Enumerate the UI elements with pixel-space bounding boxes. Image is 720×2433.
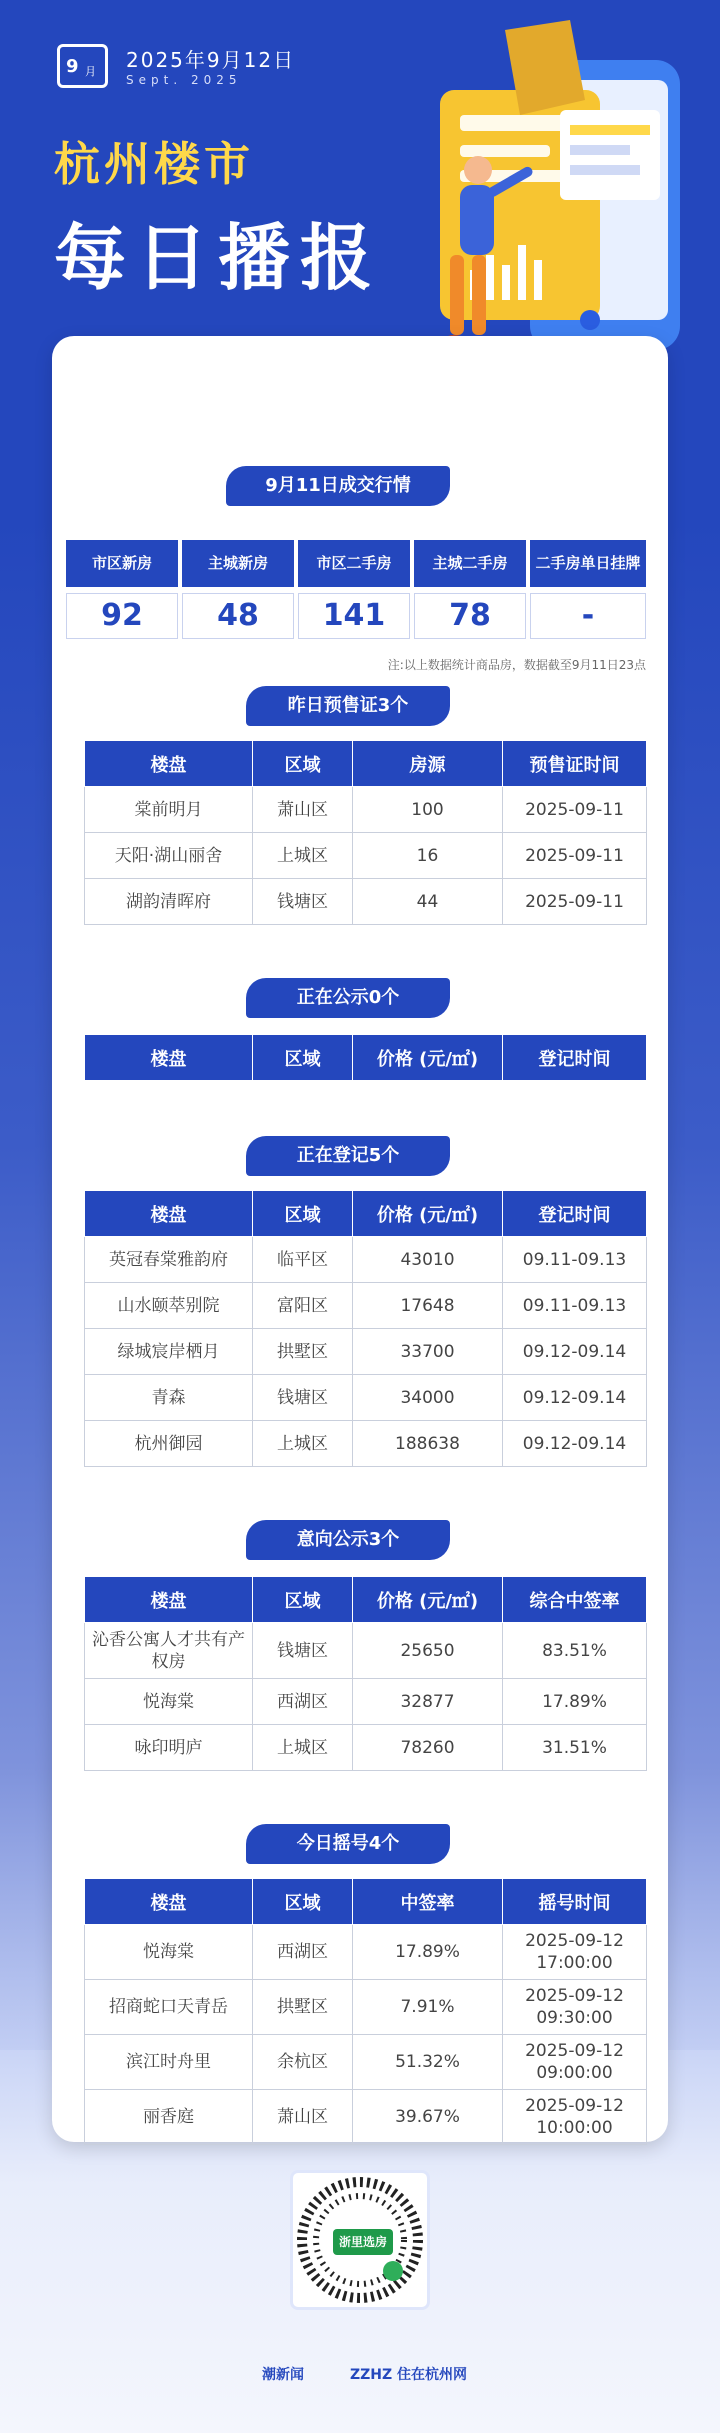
lottery-table [84, 1878, 647, 2145]
qr-label: 浙里选房 [333, 2229, 393, 2255]
table-cell: 绿城宸岸栖月 [85, 1329, 253, 1375]
column-header: 楼盘 [85, 1879, 253, 1925]
section-title-presale: 昨日预售证3个 [246, 686, 466, 730]
table-cell: 2025-09-12 09:00:00 [503, 2035, 647, 2090]
footer-brand-chaoxinwen: 潮新闻 [262, 2367, 304, 2383]
table-cell: 2025-09-11 [503, 879, 647, 925]
table-cell: 7.91% [353, 1980, 503, 2035]
table-row [85, 1980, 647, 2035]
table-row [85, 1329, 647, 1375]
intent-table [84, 1576, 647, 1771]
table-cell: 咏印明庐 [85, 1725, 253, 1771]
presale-table [84, 740, 647, 925]
column-header: 区域 [253, 1879, 353, 1925]
column-header: 登记时间 [503, 1191, 647, 1237]
table-cell: 悦海棠 [85, 1679, 253, 1725]
calendar-day: 9 [66, 56, 79, 77]
table-cell: 上城区 [253, 833, 353, 879]
table-cell: 44 [353, 879, 503, 925]
column-header: 价格 (元/㎡) [353, 1577, 503, 1623]
table-row [85, 879, 647, 925]
column-header: 中签率 [353, 1879, 503, 1925]
table-cell: 英冠春棠雅韵府 [85, 1237, 253, 1283]
registering-table [84, 1190, 647, 1467]
report-illustration-icon [410, 20, 710, 390]
stat-value: - [530, 593, 646, 639]
table-cell: 滨江时舟里 [85, 2035, 253, 2090]
table-cell: 09.11-09.13 [503, 1237, 647, 1283]
column-header: 房源 [353, 741, 503, 787]
column-header: 楼盘 [85, 1191, 253, 1237]
table-header-row [85, 1035, 647, 1081]
table-row [85, 833, 647, 879]
table-cell: 西湖区 [253, 1679, 353, 1725]
table-cell: 拱墅区 [253, 1329, 353, 1375]
publicity-table [84, 1034, 647, 1081]
table-row [85, 1283, 647, 1329]
table-cell: 富阳区 [253, 1283, 353, 1329]
table-cell: 钱塘区 [253, 879, 353, 925]
table-cell: 湖韵清晖府 [85, 879, 253, 925]
deal-stats [66, 540, 646, 642]
table-cell: 棠前明月 [85, 787, 253, 833]
table-cell: 杭州御园 [85, 1421, 253, 1467]
table-cell: 2025-09-12 09:30:00 [503, 1980, 647, 2035]
table-header-row [85, 741, 647, 787]
stat-value: 78 [414, 593, 526, 639]
table-cell: 2025-09-12 10:00:00 [503, 2090, 647, 2145]
table-cell: 上城区 [253, 1421, 353, 1467]
column-header: 价格 (元/㎡) [353, 1191, 503, 1237]
table-cell: 17.89% [503, 1679, 647, 1725]
footer-brand-zzhz: ZZHZ 住在杭州网 [350, 2367, 468, 2383]
title-daily-report: 每日播报 [54, 216, 383, 300]
table-cell: 31.51% [503, 1725, 647, 1771]
table-cell: 09.12-09.14 [503, 1421, 647, 1467]
table-cell: 34000 [353, 1375, 503, 1421]
table-row [85, 1925, 647, 1980]
section-title-intent: 意向公示3个 [246, 1520, 466, 1564]
section-title-deals: 9月11日成交行情 [226, 466, 466, 510]
table-cell: 萧山区 [253, 787, 353, 833]
table-row [85, 1237, 647, 1283]
table-cell: 钱塘区 [253, 1623, 353, 1679]
table-cell: 2025-09-12 17:00:00 [503, 1925, 647, 1980]
column-header: 预售证时间 [503, 741, 647, 787]
table-cell: 43010 [353, 1237, 503, 1283]
table-cell: 100 [353, 787, 503, 833]
report-date-en: Sept. 2025 [126, 73, 242, 87]
column-header: 价格 (元/㎡) [353, 1035, 503, 1081]
table-cell: 188638 [353, 1421, 503, 1467]
table-cell: 青森 [85, 1375, 253, 1421]
table-cell: 25650 [353, 1623, 503, 1679]
section-title-lottery: 今日摇号4个 [246, 1824, 466, 1868]
table-header-row [85, 1191, 647, 1237]
table-cell: 沁香公寓人才共有产权房 [85, 1623, 253, 1679]
calendar-icon [57, 44, 108, 88]
table-cell: 临平区 [253, 1237, 353, 1283]
column-header: 区域 [253, 1191, 353, 1237]
table-row [85, 1725, 647, 1771]
table-cell: 钱塘区 [253, 1375, 353, 1421]
table-row [85, 2035, 647, 2090]
table-cell: 39.67% [353, 2090, 503, 2145]
column-header: 综合中签率 [503, 1577, 647, 1623]
table-cell: 09.12-09.14 [503, 1329, 647, 1375]
stat-value: 48 [182, 593, 294, 639]
table-cell: 09.12-09.14 [503, 1375, 647, 1421]
table-header-row [85, 1879, 647, 1925]
table-cell: 33700 [353, 1329, 503, 1375]
mini-program-qr-code[interactable] [290, 2170, 430, 2310]
table-cell: 78260 [353, 1725, 503, 1771]
table-cell: 51.32% [353, 2035, 503, 2090]
table-row [85, 1421, 647, 1467]
column-header: 区域 [253, 1577, 353, 1623]
table-cell: 上城区 [253, 1725, 353, 1771]
table-cell: 16 [353, 833, 503, 879]
table-cell: 山水颐萃别院 [85, 1283, 253, 1329]
title-city-market: 杭州楼市 [54, 137, 254, 191]
stat-header: 主城二手房 [414, 540, 526, 587]
table-row [85, 1375, 647, 1421]
column-header: 摇号时间 [503, 1879, 647, 1925]
column-header: 区域 [253, 741, 353, 787]
table-cell: 83.51% [503, 1623, 647, 1679]
table-header-row [85, 1577, 647, 1623]
section-title-publicity: 正在公示0个 [246, 978, 466, 1022]
report-date: 2025年9月12日 [126, 48, 296, 72]
table-cell: 悦海棠 [85, 1925, 253, 1980]
table-cell: 17648 [353, 1283, 503, 1329]
table-row [85, 787, 647, 833]
table-cell: 余杭区 [253, 2035, 353, 2090]
table-cell: 09.11-09.13 [503, 1283, 647, 1329]
table-row [85, 1679, 647, 1725]
table-cell: 丽香庭 [85, 2090, 253, 2145]
column-header: 楼盘 [85, 1577, 253, 1623]
stat-value: 141 [298, 593, 410, 639]
table-cell: 32877 [353, 1679, 503, 1725]
column-header: 区域 [253, 1035, 353, 1081]
calendar-month: 月 [85, 65, 96, 78]
table-cell: 招商蛇口天青岳 [85, 1980, 253, 2035]
table-cell: 天阳·湖山丽舍 [85, 833, 253, 879]
table-cell: 2025-09-11 [503, 833, 647, 879]
table-row [85, 1623, 647, 1679]
section-title-registering: 正在登记5个 [246, 1136, 466, 1180]
table-row [85, 2090, 647, 2145]
table-cell: 西湖区 [253, 1925, 353, 1980]
column-header: 楼盘 [85, 1035, 253, 1081]
data-note: 注:以上数据统计商品房，数据截至9月11日23点 [387, 658, 646, 672]
table-cell: 拱墅区 [253, 1980, 353, 2035]
table-cell: 2025-09-11 [503, 787, 647, 833]
stat-header: 二手房单日挂牌 [530, 540, 646, 587]
table-cell: 17.89% [353, 1925, 503, 1980]
column-header: 登记时间 [503, 1035, 647, 1081]
stat-header: 市区新房 [66, 540, 178, 587]
stat-header: 主城新房 [182, 540, 294, 587]
column-header: 楼盘 [85, 741, 253, 787]
stat-header: 市区二手房 [298, 540, 410, 587]
table-cell: 萧山区 [253, 2090, 353, 2145]
stat-value: 92 [66, 593, 178, 639]
